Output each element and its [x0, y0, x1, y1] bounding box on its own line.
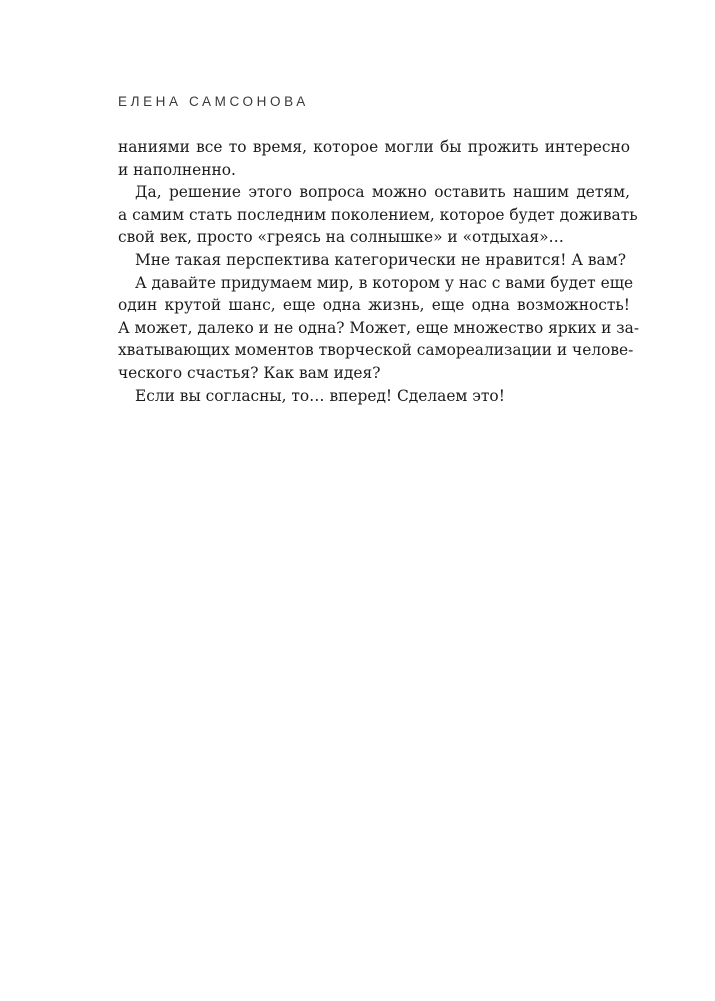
text-line: свой век, просто «греясь на солнышке» и «отдыхая»… — [118, 228, 564, 247]
text-line: А может, далеко и не одна? Может, еще множество ярких и за- — [118, 318, 640, 337]
text-line: А давайте придумаем мир, в котором у нас с вами будет еще — [135, 273, 634, 292]
text-line: ческого счастья? Как вам идея? — [118, 363, 381, 382]
text-line: наниями все то время, которое могли бы прожить интересно — [118, 138, 630, 156]
body-text — [118, 136, 640, 407]
text-line: Мне такая перспектива категорически не нравится! А вам? — [135, 250, 626, 269]
paragraph — [118, 272, 640, 385]
running-head-author: ЕЛЕНА САМСОНОВА — [118, 94, 309, 109]
text-line: Да, решение этого вопроса можно оставить нашим детям, — [135, 183, 630, 202]
paragraph — [118, 249, 630, 272]
paragraph — [118, 181, 638, 249]
paragraph — [118, 385, 630, 408]
text-line: и наполненно. — [118, 160, 236, 179]
paragraph — [118, 136, 630, 181]
text-line: один крутой шанс, еще одна жизнь, еще одна возможность! — [118, 296, 630, 315]
text-line: Если вы согласны, то… вперед! Сделаем это! — [135, 386, 505, 405]
text-line: хватывающих моментов творческой самореализации и челове- — [118, 341, 634, 360]
text-line: а самим стать последним поколением, которое будет доживать — [118, 205, 638, 224]
